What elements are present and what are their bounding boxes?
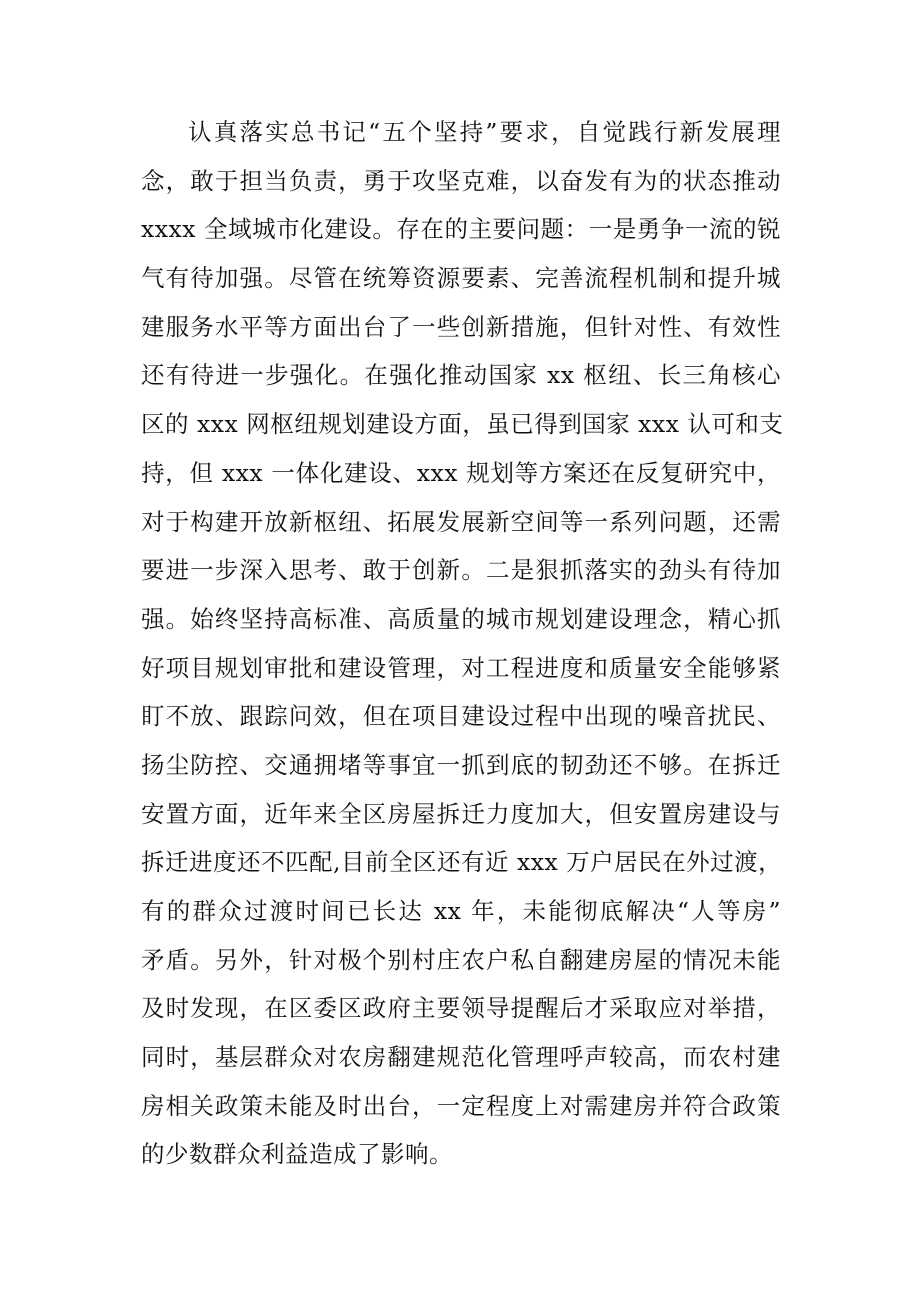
paragraph-line: 同时，基层群众对农房翻建规范化管理呼声较高，而农村建 [141,1043,781,1072]
paragraph-line: 认真落实总书记“五个坚持”要求，自觉践行新发展理 [188,118,781,146]
paragraph-line: 持，但 xxx 一体化建设、xxx 规划等方案还在反复研究中， [141,458,781,487]
body-paragraph [141,108,784,1179]
paragraph-line: 要进一步深入思考、敢于创新。二是狠抓落实的劲头有待加 [141,556,781,585]
paragraph-line: 及时发现，在区委区政府主要领导提醒后才采取应对举措， [141,994,781,1023]
paragraph-line: 房相关政策未能及时出台，一定程度上对需建房并符合政策 [141,1091,781,1120]
paragraph-line: 还有待进一步强化。在强化推动国家 xx 枢纽、长三角核心 [141,361,781,390]
paragraph-line: 有的群众过渡时间已长达 xx 年，未能彻底解决“人等房” [141,897,781,925]
paragraph-line: 建服务水平等方面出台了一些创新措施，但针对性、有效性 [141,312,781,341]
paragraph-line: 念，敢于担当负责，勇于攻坚克难，以奋发有为的状态推动 [141,166,781,195]
paragraph-line: 气有待加强。尽管在统筹资源要素、完善流程机制和提升城 [141,264,781,293]
paragraph-line: 好项目规划审批和建设管理，对工程进度和质量安全能够紧 [141,653,781,682]
paragraph-line: 扬尘防控、交通拥堵等事宜一抓到底的韧劲还不够。在拆迁 [141,750,781,779]
paragraph-line: 盯不放、跟踪问效，但在项目建设过程中出现的噪音扰民、 [141,702,781,731]
paragraph-line: xxxx 全域城市化建设。存在的主要问题：一是勇争一流的锐 [141,215,781,244]
paragraph-line: 区的 xxx 网枢纽规划建设方面，虽已得到国家 xxx 认可和支 [141,410,784,439]
paragraph-line: 拆迁进度还不匹配,目前全区还有近 xxx 万户居民在外过渡， [141,848,783,877]
paragraph-line: 强。始终坚持高标准、高质量的城市规划建设理念，精心抓 [141,604,781,633]
paragraph-line: 对于构建开放新枢纽、拓展发展新空间等一系列问题，还需 [141,507,781,536]
paragraph-line: 的少数群众利益造成了影响。 [141,1140,453,1169]
paragraph-line: 安置方面，近年来全区房屋拆迁力度加大，但安置房建设与 [141,799,781,828]
paragraph-line: 矛盾。另外，针对极个别村庄农户私自翻建房屋的情况未能 [141,945,781,974]
